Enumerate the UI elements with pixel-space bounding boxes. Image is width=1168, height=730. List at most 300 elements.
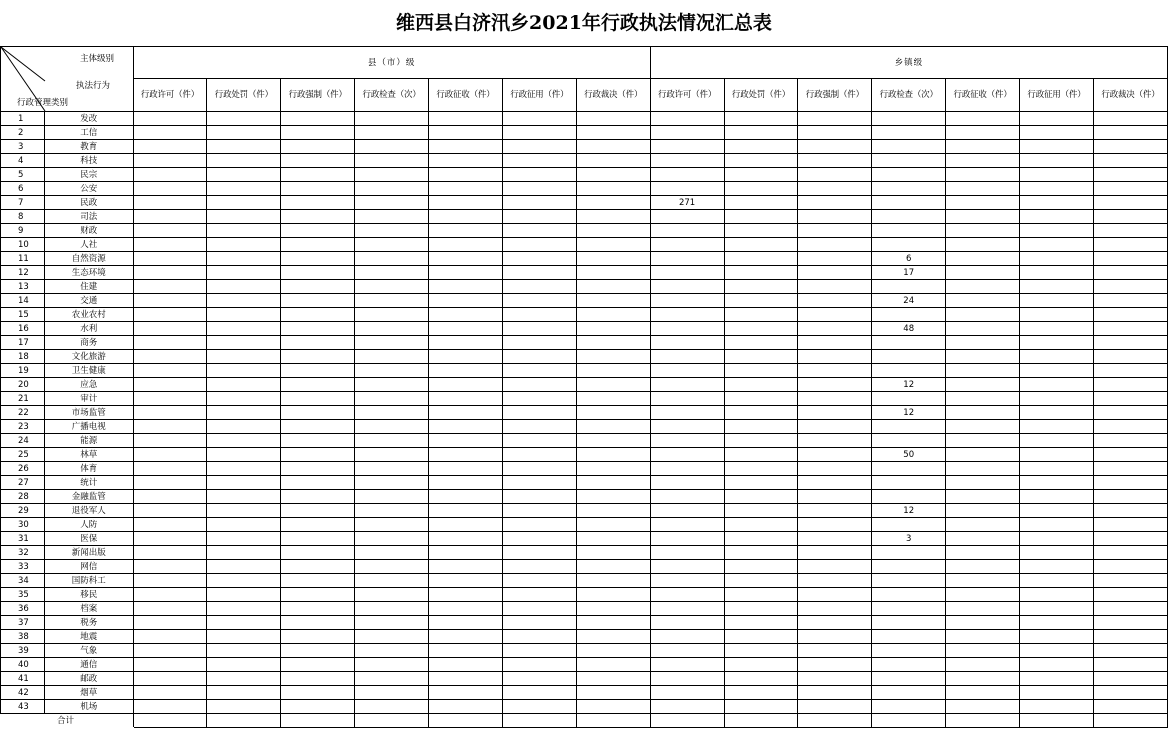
data-cell[interactable] bbox=[946, 686, 1020, 700]
data-cell[interactable] bbox=[946, 574, 1020, 588]
data-cell[interactable] bbox=[502, 574, 576, 588]
data-cell[interactable] bbox=[576, 546, 650, 560]
data-cell[interactable] bbox=[576, 518, 650, 532]
data-cell[interactable] bbox=[355, 686, 429, 700]
data-cell[interactable] bbox=[133, 238, 207, 252]
data-cell[interactable] bbox=[650, 378, 724, 392]
data-cell[interactable] bbox=[724, 308, 798, 322]
data-cell[interactable] bbox=[798, 546, 872, 560]
data-cell[interactable] bbox=[1020, 308, 1094, 322]
data-cell[interactable] bbox=[798, 420, 872, 434]
data-cell[interactable] bbox=[1020, 574, 1094, 588]
data-cell[interactable] bbox=[1093, 546, 1167, 560]
data-cell[interactable] bbox=[798, 616, 872, 630]
data-cell[interactable] bbox=[133, 350, 207, 364]
data-cell[interactable] bbox=[429, 532, 503, 546]
data-cell[interactable] bbox=[355, 532, 429, 546]
data-cell[interactable] bbox=[207, 588, 281, 602]
data-cell[interactable] bbox=[650, 490, 724, 504]
data-cell[interactable] bbox=[724, 616, 798, 630]
data-cell[interactable] bbox=[576, 616, 650, 630]
data-cell[interactable] bbox=[502, 644, 576, 658]
data-cell[interactable] bbox=[798, 630, 872, 644]
data-cell[interactable] bbox=[650, 112, 724, 126]
data-cell[interactable] bbox=[724, 630, 798, 644]
data-cell[interactable] bbox=[1020, 238, 1094, 252]
data-cell[interactable] bbox=[281, 140, 355, 154]
data-cell[interactable] bbox=[207, 490, 281, 504]
data-cell[interactable] bbox=[872, 686, 946, 700]
data-cell[interactable] bbox=[798, 644, 872, 658]
data-cell[interactable] bbox=[207, 504, 281, 518]
data-cell[interactable] bbox=[133, 700, 207, 714]
data-cell[interactable] bbox=[576, 266, 650, 280]
data-cell[interactable] bbox=[133, 644, 207, 658]
data-cell[interactable] bbox=[207, 224, 281, 238]
data-cell[interactable] bbox=[798, 560, 872, 574]
data-cell[interactable] bbox=[429, 574, 503, 588]
data-cell[interactable] bbox=[429, 490, 503, 504]
data-cell[interactable] bbox=[429, 252, 503, 266]
data-cell[interactable]: 12 bbox=[872, 504, 946, 518]
data-cell[interactable] bbox=[872, 672, 946, 686]
data-cell[interactable] bbox=[355, 224, 429, 238]
data-cell[interactable] bbox=[872, 658, 946, 672]
data-cell[interactable] bbox=[207, 126, 281, 140]
total-cell[interactable] bbox=[872, 714, 946, 728]
data-cell[interactable] bbox=[502, 252, 576, 266]
data-cell[interactable] bbox=[1020, 560, 1094, 574]
data-cell[interactable] bbox=[355, 154, 429, 168]
data-cell[interactable] bbox=[502, 238, 576, 252]
data-cell[interactable] bbox=[355, 672, 429, 686]
data-cell[interactable] bbox=[429, 462, 503, 476]
data-cell[interactable] bbox=[207, 518, 281, 532]
data-cell[interactable] bbox=[1093, 462, 1167, 476]
data-cell[interactable] bbox=[281, 308, 355, 322]
data-cell[interactable] bbox=[207, 658, 281, 672]
data-cell[interactable] bbox=[946, 602, 1020, 616]
data-cell[interactable] bbox=[355, 126, 429, 140]
data-cell[interactable] bbox=[133, 560, 207, 574]
data-cell[interactable] bbox=[207, 182, 281, 196]
data-cell[interactable] bbox=[946, 420, 1020, 434]
data-cell[interactable] bbox=[1020, 112, 1094, 126]
data-cell[interactable] bbox=[576, 658, 650, 672]
data-cell[interactable] bbox=[576, 378, 650, 392]
data-cell[interactable] bbox=[650, 210, 724, 224]
data-cell[interactable] bbox=[576, 532, 650, 546]
data-cell[interactable] bbox=[355, 504, 429, 518]
data-cell[interactable] bbox=[502, 518, 576, 532]
data-cell[interactable] bbox=[650, 434, 724, 448]
data-cell[interactable] bbox=[798, 602, 872, 616]
data-cell[interactable] bbox=[207, 574, 281, 588]
data-cell[interactable] bbox=[207, 210, 281, 224]
total-cell[interactable] bbox=[650, 714, 724, 728]
data-cell[interactable] bbox=[724, 700, 798, 714]
data-cell[interactable] bbox=[798, 154, 872, 168]
data-cell[interactable] bbox=[502, 140, 576, 154]
data-cell[interactable] bbox=[355, 238, 429, 252]
data-cell[interactable] bbox=[1093, 560, 1167, 574]
data-cell[interactable] bbox=[1093, 700, 1167, 714]
data-cell[interactable] bbox=[207, 350, 281, 364]
data-cell[interactable] bbox=[872, 392, 946, 406]
data-cell[interactable] bbox=[576, 504, 650, 518]
data-cell[interactable] bbox=[502, 616, 576, 630]
data-cell[interactable] bbox=[946, 630, 1020, 644]
data-cell[interactable] bbox=[650, 252, 724, 266]
data-cell[interactable] bbox=[576, 322, 650, 336]
data-cell[interactable] bbox=[576, 462, 650, 476]
data-cell[interactable] bbox=[576, 672, 650, 686]
data-cell[interactable] bbox=[872, 630, 946, 644]
data-cell[interactable] bbox=[650, 308, 724, 322]
data-cell[interactable]: 48 bbox=[872, 322, 946, 336]
data-cell[interactable] bbox=[133, 420, 207, 434]
data-cell[interactable]: 271 bbox=[650, 196, 724, 210]
data-cell[interactable] bbox=[355, 196, 429, 210]
data-cell[interactable] bbox=[946, 168, 1020, 182]
data-cell[interactable] bbox=[798, 252, 872, 266]
data-cell[interactable] bbox=[133, 322, 207, 336]
data-cell[interactable] bbox=[872, 238, 946, 252]
data-cell[interactable] bbox=[576, 196, 650, 210]
data-cell[interactable] bbox=[724, 154, 798, 168]
data-cell[interactable] bbox=[1020, 378, 1094, 392]
data-cell[interactable] bbox=[650, 350, 724, 364]
data-cell[interactable] bbox=[502, 672, 576, 686]
data-cell[interactable] bbox=[133, 672, 207, 686]
data-cell[interactable] bbox=[207, 378, 281, 392]
data-cell[interactable] bbox=[207, 686, 281, 700]
data-cell[interactable] bbox=[429, 700, 503, 714]
data-cell[interactable] bbox=[502, 182, 576, 196]
data-cell[interactable] bbox=[946, 504, 1020, 518]
data-cell[interactable] bbox=[281, 392, 355, 406]
data-cell[interactable] bbox=[429, 420, 503, 434]
data-cell[interactable] bbox=[724, 168, 798, 182]
data-cell[interactable] bbox=[355, 574, 429, 588]
data-cell[interactable] bbox=[429, 238, 503, 252]
data-cell[interactable] bbox=[576, 392, 650, 406]
data-cell[interactable] bbox=[650, 154, 724, 168]
data-cell[interactable] bbox=[576, 154, 650, 168]
data-cell[interactable] bbox=[429, 518, 503, 532]
data-cell[interactable] bbox=[872, 112, 946, 126]
data-cell[interactable] bbox=[133, 532, 207, 546]
data-cell[interactable] bbox=[1020, 630, 1094, 644]
data-cell[interactable] bbox=[872, 168, 946, 182]
data-cell[interactable] bbox=[1093, 448, 1167, 462]
total-cell[interactable] bbox=[576, 714, 650, 728]
data-cell[interactable] bbox=[872, 224, 946, 238]
data-cell[interactable] bbox=[576, 140, 650, 154]
total-cell[interactable] bbox=[281, 714, 355, 728]
data-cell[interactable] bbox=[946, 224, 1020, 238]
data-cell[interactable] bbox=[207, 672, 281, 686]
data-cell[interactable] bbox=[429, 658, 503, 672]
data-cell[interactable] bbox=[429, 168, 503, 182]
data-cell[interactable] bbox=[281, 490, 355, 504]
data-cell[interactable] bbox=[281, 378, 355, 392]
total-cell[interactable] bbox=[429, 714, 503, 728]
data-cell[interactable] bbox=[650, 672, 724, 686]
data-cell[interactable] bbox=[1020, 154, 1094, 168]
data-cell[interactable] bbox=[133, 126, 207, 140]
data-cell[interactable] bbox=[946, 546, 1020, 560]
data-cell[interactable] bbox=[429, 280, 503, 294]
data-cell[interactable] bbox=[1020, 588, 1094, 602]
data-cell[interactable] bbox=[207, 532, 281, 546]
data-cell[interactable] bbox=[576, 490, 650, 504]
data-cell[interactable] bbox=[576, 560, 650, 574]
data-cell[interactable] bbox=[355, 168, 429, 182]
data-cell[interactable] bbox=[502, 196, 576, 210]
data-cell[interactable] bbox=[872, 434, 946, 448]
data-cell[interactable] bbox=[355, 518, 429, 532]
data-cell[interactable] bbox=[502, 112, 576, 126]
data-cell[interactable] bbox=[281, 518, 355, 532]
data-cell[interactable] bbox=[281, 280, 355, 294]
data-cell[interactable] bbox=[798, 224, 872, 238]
data-cell[interactable] bbox=[1020, 406, 1094, 420]
data-cell[interactable] bbox=[576, 476, 650, 490]
data-cell[interactable] bbox=[133, 490, 207, 504]
data-cell[interactable] bbox=[281, 616, 355, 630]
data-cell[interactable] bbox=[281, 224, 355, 238]
data-cell[interactable] bbox=[355, 336, 429, 350]
data-cell[interactable] bbox=[1093, 406, 1167, 420]
data-cell[interactable] bbox=[1093, 266, 1167, 280]
data-cell[interactable] bbox=[1093, 686, 1167, 700]
data-cell[interactable] bbox=[207, 154, 281, 168]
data-cell[interactable] bbox=[946, 252, 1020, 266]
data-cell[interactable] bbox=[429, 350, 503, 364]
data-cell[interactable] bbox=[207, 476, 281, 490]
data-cell[interactable] bbox=[1093, 140, 1167, 154]
data-cell[interactable] bbox=[281, 504, 355, 518]
data-cell[interactable] bbox=[207, 322, 281, 336]
data-cell[interactable] bbox=[207, 644, 281, 658]
data-cell[interactable] bbox=[724, 686, 798, 700]
data-cell[interactable]: 50 bbox=[872, 448, 946, 462]
data-cell[interactable] bbox=[576, 252, 650, 266]
data-cell[interactable] bbox=[650, 182, 724, 196]
data-cell[interactable] bbox=[872, 364, 946, 378]
data-cell[interactable] bbox=[576, 630, 650, 644]
data-cell[interactable] bbox=[502, 420, 576, 434]
data-cell[interactable] bbox=[872, 518, 946, 532]
data-cell[interactable] bbox=[429, 616, 503, 630]
data-cell[interactable] bbox=[207, 280, 281, 294]
data-cell[interactable] bbox=[724, 490, 798, 504]
data-cell[interactable] bbox=[429, 588, 503, 602]
data-cell[interactable] bbox=[133, 518, 207, 532]
data-cell[interactable] bbox=[429, 266, 503, 280]
data-cell[interactable] bbox=[502, 406, 576, 420]
data-cell[interactable] bbox=[724, 476, 798, 490]
data-cell[interactable] bbox=[355, 266, 429, 280]
data-cell[interactable] bbox=[1020, 434, 1094, 448]
data-cell[interactable] bbox=[872, 196, 946, 210]
data-cell[interactable] bbox=[576, 434, 650, 448]
data-cell[interactable] bbox=[946, 140, 1020, 154]
data-cell[interactable] bbox=[133, 574, 207, 588]
data-cell[interactable] bbox=[281, 182, 355, 196]
data-cell[interactable] bbox=[946, 378, 1020, 392]
data-cell[interactable] bbox=[281, 700, 355, 714]
data-cell[interactable] bbox=[281, 560, 355, 574]
data-cell[interactable] bbox=[576, 210, 650, 224]
data-cell[interactable] bbox=[1020, 294, 1094, 308]
data-cell[interactable] bbox=[650, 462, 724, 476]
data-cell[interactable] bbox=[946, 196, 1020, 210]
data-cell[interactable] bbox=[798, 574, 872, 588]
data-cell[interactable] bbox=[650, 700, 724, 714]
data-cell[interactable] bbox=[1093, 238, 1167, 252]
data-cell[interactable] bbox=[207, 434, 281, 448]
data-cell[interactable] bbox=[355, 602, 429, 616]
data-cell[interactable] bbox=[429, 322, 503, 336]
data-cell[interactable] bbox=[133, 434, 207, 448]
data-cell[interactable] bbox=[946, 588, 1020, 602]
data-cell[interactable] bbox=[798, 210, 872, 224]
data-cell[interactable] bbox=[724, 280, 798, 294]
data-cell[interactable] bbox=[576, 406, 650, 420]
data-cell[interactable] bbox=[576, 126, 650, 140]
data-cell[interactable] bbox=[355, 392, 429, 406]
data-cell[interactable]: 24 bbox=[872, 294, 946, 308]
data-cell[interactable] bbox=[1020, 658, 1094, 672]
data-cell[interactable] bbox=[724, 140, 798, 154]
data-cell[interactable] bbox=[133, 588, 207, 602]
data-cell[interactable] bbox=[872, 420, 946, 434]
total-cell[interactable] bbox=[1093, 714, 1167, 728]
data-cell[interactable] bbox=[872, 644, 946, 658]
data-cell[interactable] bbox=[281, 210, 355, 224]
data-cell[interactable] bbox=[502, 154, 576, 168]
data-cell[interactable] bbox=[133, 210, 207, 224]
data-cell[interactable] bbox=[576, 420, 650, 434]
data-cell[interactable] bbox=[798, 322, 872, 336]
data-cell[interactable] bbox=[872, 490, 946, 504]
data-cell[interactable] bbox=[355, 140, 429, 154]
data-cell[interactable] bbox=[429, 406, 503, 420]
data-cell[interactable] bbox=[724, 434, 798, 448]
data-cell[interactable]: 17 bbox=[872, 266, 946, 280]
data-cell[interactable] bbox=[133, 154, 207, 168]
data-cell[interactable] bbox=[576, 364, 650, 378]
data-cell[interactable] bbox=[281, 686, 355, 700]
data-cell[interactable] bbox=[1020, 448, 1094, 462]
data-cell[interactable] bbox=[872, 588, 946, 602]
data-cell[interactable] bbox=[650, 392, 724, 406]
data-cell[interactable] bbox=[946, 112, 1020, 126]
data-cell[interactable] bbox=[133, 308, 207, 322]
data-cell[interactable] bbox=[502, 210, 576, 224]
data-cell[interactable] bbox=[724, 602, 798, 616]
data-cell[interactable] bbox=[1093, 476, 1167, 490]
data-cell[interactable]: 12 bbox=[872, 406, 946, 420]
data-cell[interactable] bbox=[207, 630, 281, 644]
data-cell[interactable] bbox=[724, 532, 798, 546]
data-cell[interactable] bbox=[207, 308, 281, 322]
data-cell[interactable] bbox=[946, 476, 1020, 490]
data-cell[interactable] bbox=[650, 448, 724, 462]
data-cell[interactable] bbox=[207, 112, 281, 126]
data-cell[interactable] bbox=[355, 630, 429, 644]
data-cell[interactable] bbox=[355, 490, 429, 504]
data-cell[interactable] bbox=[576, 686, 650, 700]
data-cell[interactable] bbox=[355, 406, 429, 420]
data-cell[interactable] bbox=[1093, 392, 1167, 406]
data-cell[interactable] bbox=[798, 238, 872, 252]
data-cell[interactable] bbox=[133, 406, 207, 420]
data-cell[interactable] bbox=[355, 476, 429, 490]
data-cell[interactable] bbox=[946, 350, 1020, 364]
data-cell[interactable] bbox=[724, 350, 798, 364]
data-cell[interactable] bbox=[1020, 700, 1094, 714]
data-cell[interactable] bbox=[798, 336, 872, 350]
data-cell[interactable] bbox=[798, 462, 872, 476]
data-cell[interactable] bbox=[724, 196, 798, 210]
data-cell[interactable] bbox=[576, 448, 650, 462]
data-cell[interactable] bbox=[355, 658, 429, 672]
data-cell[interactable] bbox=[281, 336, 355, 350]
data-cell[interactable] bbox=[1020, 126, 1094, 140]
total-cell[interactable] bbox=[1020, 714, 1094, 728]
data-cell[interactable] bbox=[207, 462, 281, 476]
data-cell[interactable] bbox=[502, 224, 576, 238]
data-cell[interactable] bbox=[207, 448, 281, 462]
data-cell[interactable] bbox=[281, 406, 355, 420]
data-cell[interactable] bbox=[1093, 644, 1167, 658]
data-cell[interactable] bbox=[1093, 308, 1167, 322]
data-cell[interactable] bbox=[207, 392, 281, 406]
data-cell[interactable] bbox=[724, 588, 798, 602]
data-cell[interactable] bbox=[1020, 518, 1094, 532]
data-cell[interactable] bbox=[281, 476, 355, 490]
data-cell[interactable] bbox=[724, 560, 798, 574]
data-cell[interactable] bbox=[1093, 322, 1167, 336]
data-cell[interactable] bbox=[133, 252, 207, 266]
data-cell[interactable] bbox=[872, 336, 946, 350]
data-cell[interactable] bbox=[650, 504, 724, 518]
data-cell[interactable] bbox=[650, 686, 724, 700]
data-cell[interactable] bbox=[133, 392, 207, 406]
data-cell[interactable] bbox=[798, 672, 872, 686]
data-cell[interactable] bbox=[502, 658, 576, 672]
data-cell[interactable] bbox=[281, 238, 355, 252]
data-cell[interactable] bbox=[1093, 532, 1167, 546]
data-cell[interactable] bbox=[429, 196, 503, 210]
data-cell[interactable] bbox=[1093, 252, 1167, 266]
data-cell[interactable] bbox=[576, 350, 650, 364]
data-cell[interactable] bbox=[872, 126, 946, 140]
data-cell[interactable] bbox=[133, 112, 207, 126]
data-cell[interactable] bbox=[502, 448, 576, 462]
data-cell[interactable] bbox=[946, 308, 1020, 322]
data-cell[interactable] bbox=[1093, 126, 1167, 140]
data-cell[interactable] bbox=[1020, 196, 1094, 210]
data-cell[interactable] bbox=[1020, 350, 1094, 364]
data-cell[interactable] bbox=[872, 602, 946, 616]
data-cell[interactable] bbox=[798, 476, 872, 490]
data-cell[interactable] bbox=[355, 182, 429, 196]
data-cell[interactable] bbox=[798, 280, 872, 294]
